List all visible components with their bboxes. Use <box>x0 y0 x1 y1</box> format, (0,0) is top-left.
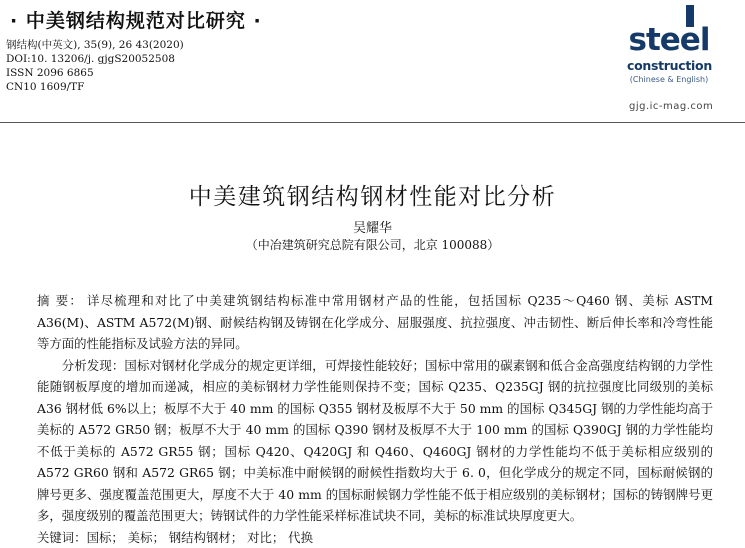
doi-line: DOI:10. 13206/j. gjgS20052508 <box>6 52 175 66</box>
abstract-paragraph-2: 分析发现：国标对钢材化学成分的规定更详细，可焊接性能较好；国标中常用的碳素钢和低合金高强度结构钢的力学性能随钢板厚度的增加而递减，相应的美标钢材力学性能则保持不变；国标 Q235、Q235GJ 钢的抗拉强度比同级别的美标 A36 钢材低 6%以上；板厚不大于 40 mm 的国标 Q355 钢材及板厚不大于 50 mm 的国标 Q345GJ 钢的力学性能均高于美标的 A572 GR50 钢；板厚不大于 40 mm 的国标 Q390 钢材及板厚不大于 100 mm 的国标 Q390GJ 钢的力学性能均不低于美标的 A572 GR55 钢；国标 Q420、Q420GJ 和 Q460、Q460GJ 钢材的力学性能均不低于美标相应级别的 A572 GR60 钢和 A572 GR65 钢；中美标准中耐候钢的耐候性指数均大于 6. 0，但化学成分的规定不同，国标耐候钢的牌号更多、强度覆盖范围更大，厚度不大于 40 mm 的国标耐候钢力学性能不低于相应级别的美标钢材；国标的铸钢牌号更多，强度级别的覆盖范围更大；铸钢试件的力学性能采样标准试块不同，美标的标准试块厚度更大。 <box>37 355 713 527</box>
journal-url: gjg.ic-mag.com <box>629 101 713 112</box>
journal-logo <box>627 5 711 115</box>
column-title: · 中美钢结构规范对比研究 · <box>10 6 262 33</box>
issn-line: ISSN 2096 6865 <box>6 66 94 80</box>
author-affiliation: （中冶建筑研究总院有限公司，北京 100088） <box>0 236 745 253</box>
keywords-label: 关键词： <box>37 530 87 545</box>
logo-subtitle: (Chinese & English) <box>627 75 711 84</box>
abstract-label: 摘 要： <box>37 293 83 308</box>
logo-word-steel: steel <box>627 25 711 55</box>
abstract-block <box>37 290 713 548</box>
header-divider <box>0 122 745 123</box>
abstract-text-1: 详尽梳理和对比了中美建筑钢结构标准中常用钢材产品的性能，包括国标 Q235～Q460 钢、美标 ASTM A36(M)、ASTM A572(M)钢、耐候结构钢及铸钢在化学成分、屈服强度、抗拉强度、冲击韧性、断后伸长率和冷弯性能等方面的性能指标及试验方法的异同。 <box>37 293 713 351</box>
abstract-paragraph-1 <box>37 290 713 355</box>
logo-word-construction: construction <box>627 58 711 73</box>
keywords-line <box>37 527 713 548</box>
keywords-text: 国标； 美标； 钢结构钢材； 对比； 代换 <box>87 530 313 545</box>
author-name: 吴耀华 <box>0 217 745 236</box>
citation-line: 钢结构(中英文), 35(9), 26 43(2020) <box>6 38 184 52</box>
article-title: 中美建筑钢结构钢材性能对比分析 <box>0 178 745 211</box>
cn-line: CN10 1609/TF <box>6 80 84 94</box>
